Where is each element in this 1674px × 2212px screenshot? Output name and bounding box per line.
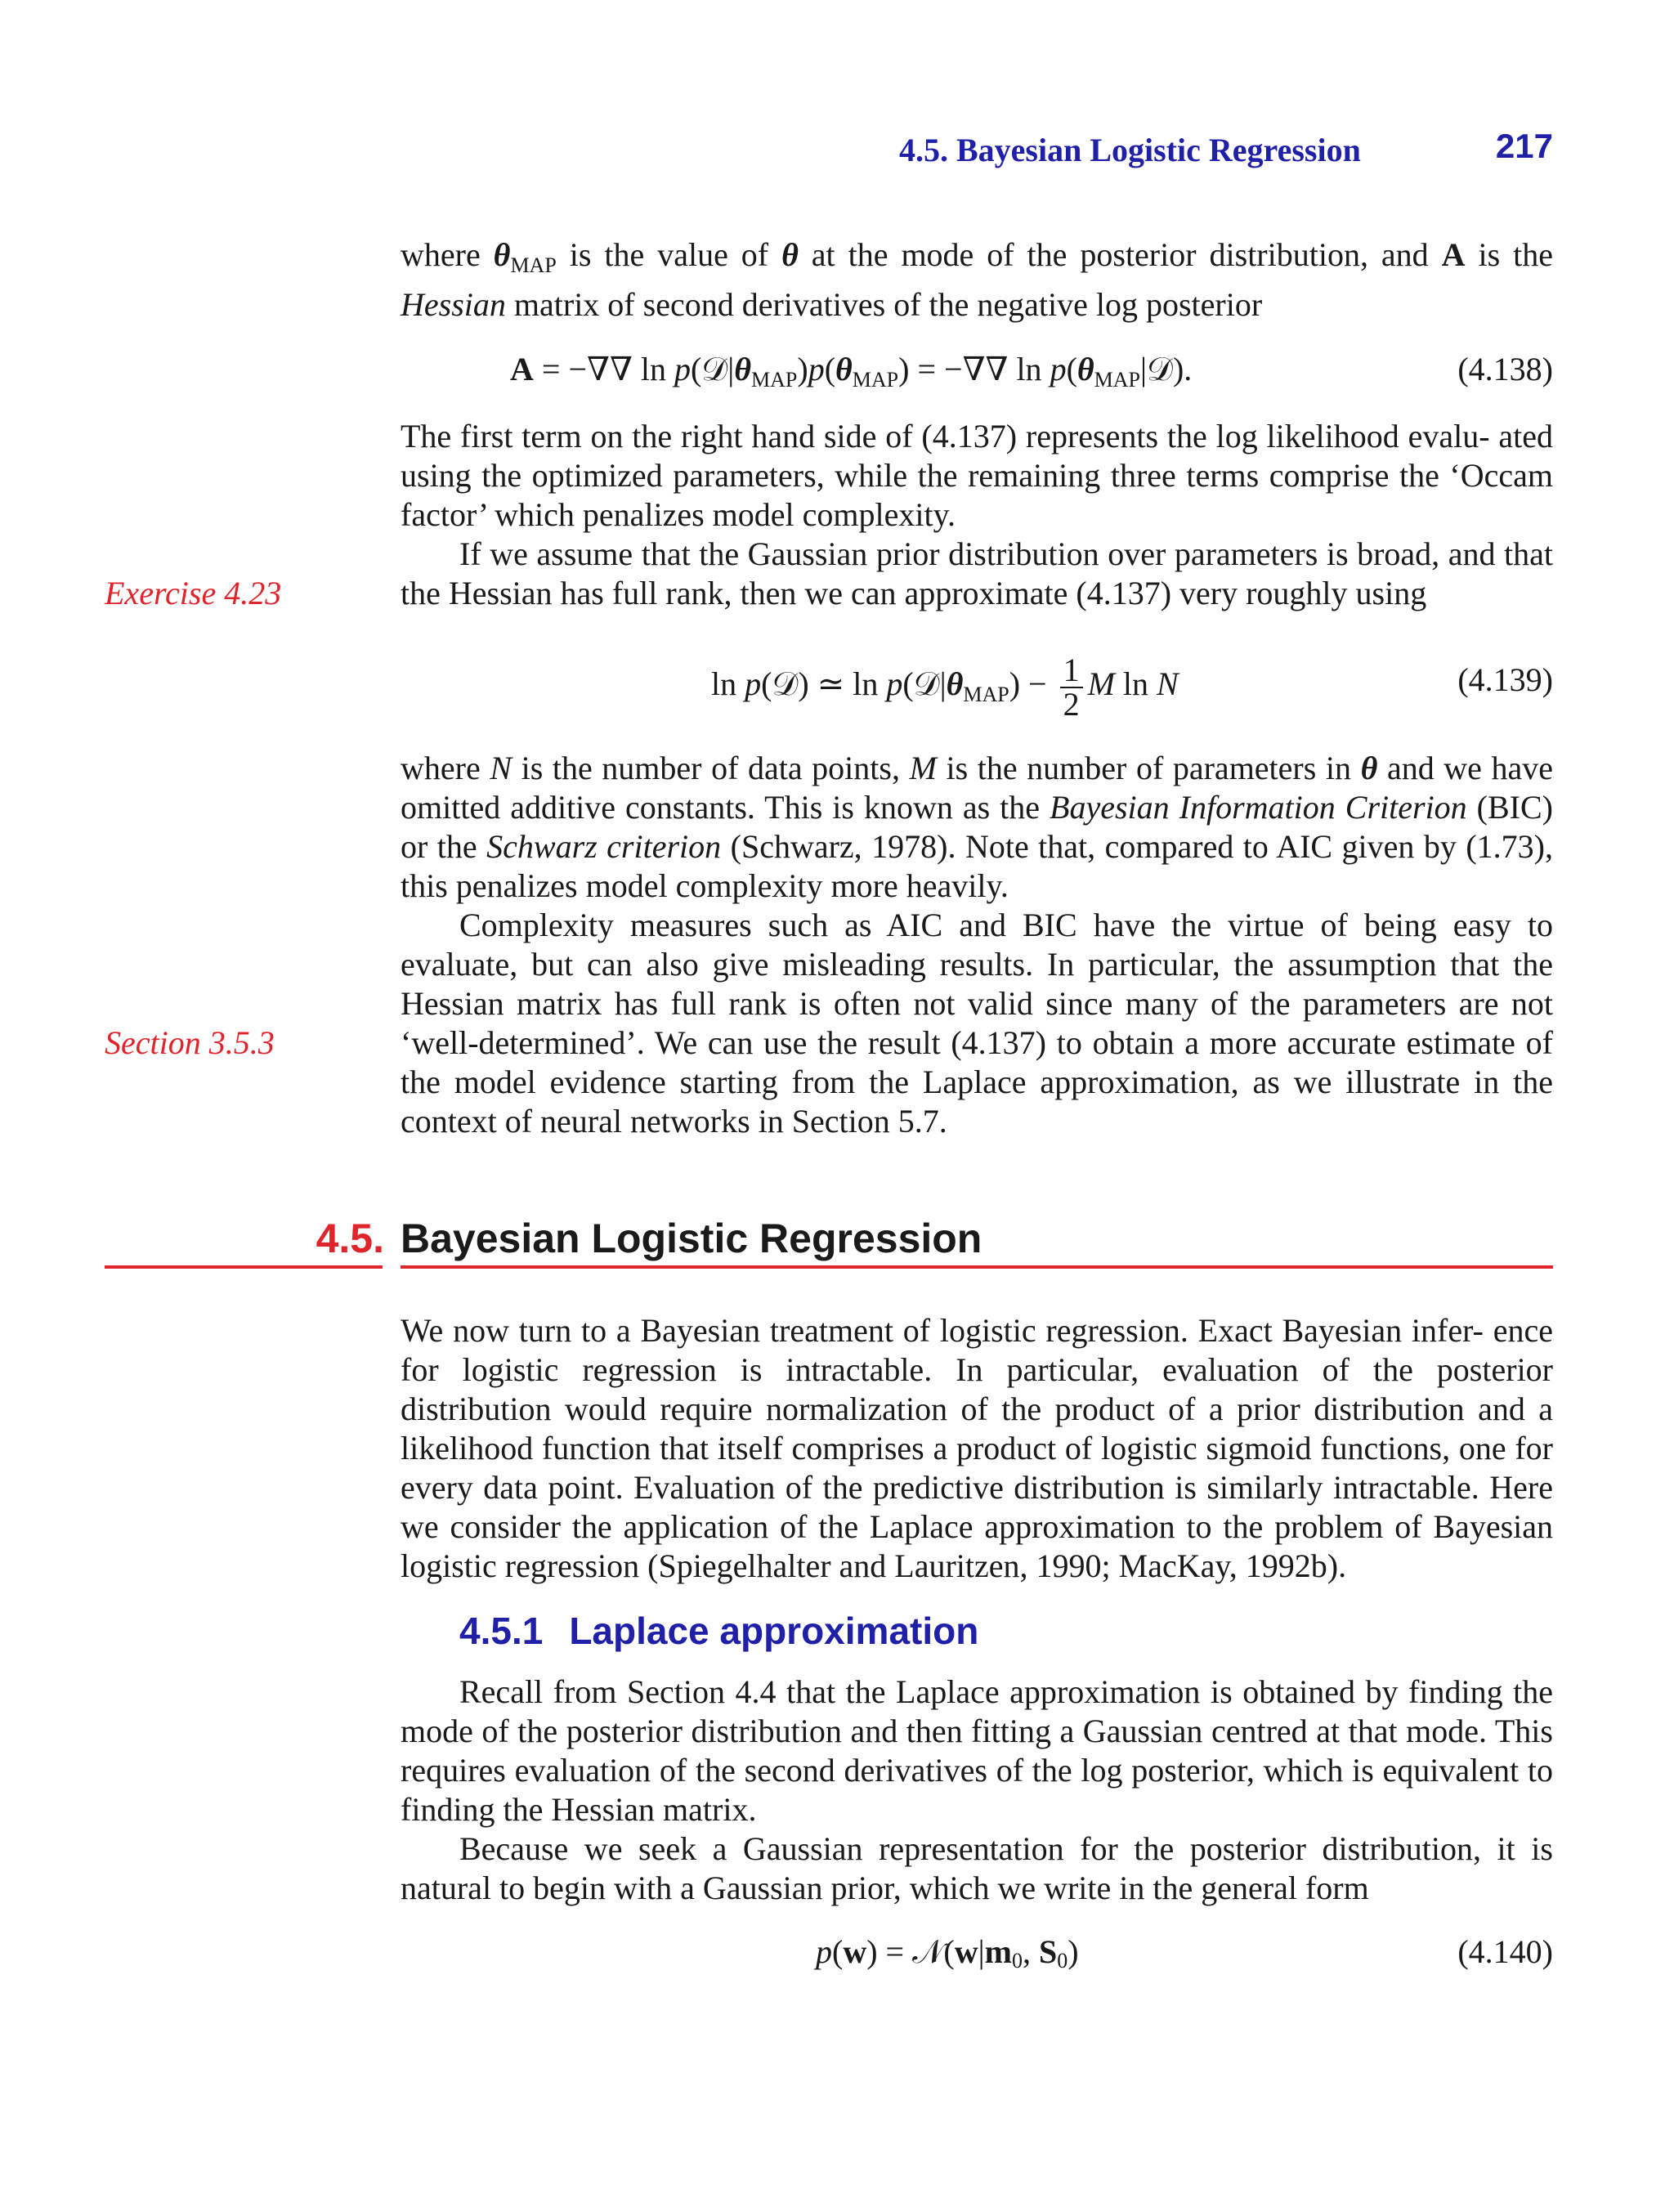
fraction-one-half: $\frac{1}{2}$ (1060, 654, 1083, 721)
section-rule-left (105, 1265, 383, 1269)
page-number: 217 (1495, 127, 1553, 165)
equation-4-138 (401, 343, 1553, 396)
equation-4-138-body: A = −∇∇ $\ln p(𝒟|\theta_{MAP})p(\theta_{MAP})$ = −∇∇ $\ln p(\theta_{MAP}|𝒟)$. (510, 351, 1193, 392)
subsection-number: 4.5.1 (459, 1610, 544, 1652)
equation-4-140-body: p(w) = 𝒩(w|m0, S0) (816, 1933, 1079, 1972)
paragraph-bayesian-treatment: We now turn to a Bayesian treatment of logistic regression. Exact Bayesian infer- ence for logistic regression is intractable. In particular, evaluation of the posterior distribution would require normalization of the product of a prior distribution and a likelihood function that itself comprises a product of logistic sigmoid functions, one for every data point. Evaluation of the predictive distribution is similarly intractable. Here we consider the application of the Laplace approximation to the problem of Bayesian logistic regression (Spiegelhalter and Lauritzen, 1990; MacKay, 1992b). (401, 1312, 1553, 1584)
margin-note-exercise[interactable]: Exercise 4.23 (105, 575, 282, 611)
section-number: 4.5. (316, 1216, 384, 1261)
paragraph-laplace-recall: Recall from Section 4.4 that the Laplace approximation is obtained by finding the mode of the posterior distribution and then fitting a Gaussian centred at that mode. This requires evaluation of the second derivatives of the log posterior, which is equivalent to finding the Hessian matrix. (401, 1673, 1553, 1828)
equation-4-139-body: ln p(𝒟) ≃ $\ln p(𝒟|\theta_{MAP})$ − $\frac{1}{2}$ M ln N (711, 652, 1179, 723)
equation-4-140 (401, 1926, 1553, 1978)
equation-number: (4.139) (1457, 661, 1553, 698)
paragraph-gaussian-prior: Because we seek a Gaussian representation for the posterior distribution, it is natural to begin with a Gaussian prior, which we write in the general form (401, 1830, 1553, 1906)
equation-4-139 (401, 652, 1553, 723)
subsection-title: Laplace approximation (569, 1610, 979, 1652)
subsection-heading (459, 1609, 1440, 1653)
paragraph-theta-map: where $\theta_{MAP}$ is the value of θ at the mode of the posterior distribution, and A is the Hessian matrix of second derivatives of the negative log posterior (401, 236, 1553, 323)
margin-note-section[interactable]: Section 3.5.3 (105, 1024, 275, 1061)
section-title: Bayesian Logistic Regression (401, 1216, 982, 1261)
equation-number: (4.138) (1457, 351, 1553, 387)
paragraph-complexity-measures: Complexity measures such as AIC and BIC have the virtue of being easy to evaluate, but can also give misleading results. In particular, the assumption that the Hessian matrix has full rank is often not valid since many of the parameters are not ‘well-determined’. We can use the result (4.137) to obtain a more accurate estimate of the model evidence starting from the Laplace approximation, as we illustrate in the context of neural networks in Section 5.7. (401, 907, 1553, 1140)
paragraph-broad-prior: If we assume that the Gaussian prior distribution over parameters is broad, and that the Hessian has full rank, then we can approximate (4.137) very roughly using (401, 535, 1553, 611)
section-rule-right (401, 1265, 1553, 1269)
paragraph-bic: where N is the number of data points, M is the number of parameters in θ and we have omitted additive constants. This is known as the Bayesian Information Criterion (BIC) or the Schwarz criterion (Schwarz, 1978). Note that, compared to AIC given by (1.73), this penalizes model complexity more heavily. (401, 750, 1554, 904)
equation-number: (4.140) (1457, 1933, 1553, 1970)
paragraph-occam-factor: The first term on the right hand side of (4.137) represents the log likelihood evalu- ated using the optimized parameters, while the remaining three terms comprise the ‘Occam factor’ which penalizes model complexity. (401, 418, 1553, 533)
running-header-title: 4.5. Bayesian Logistic Regression (899, 132, 1361, 168)
